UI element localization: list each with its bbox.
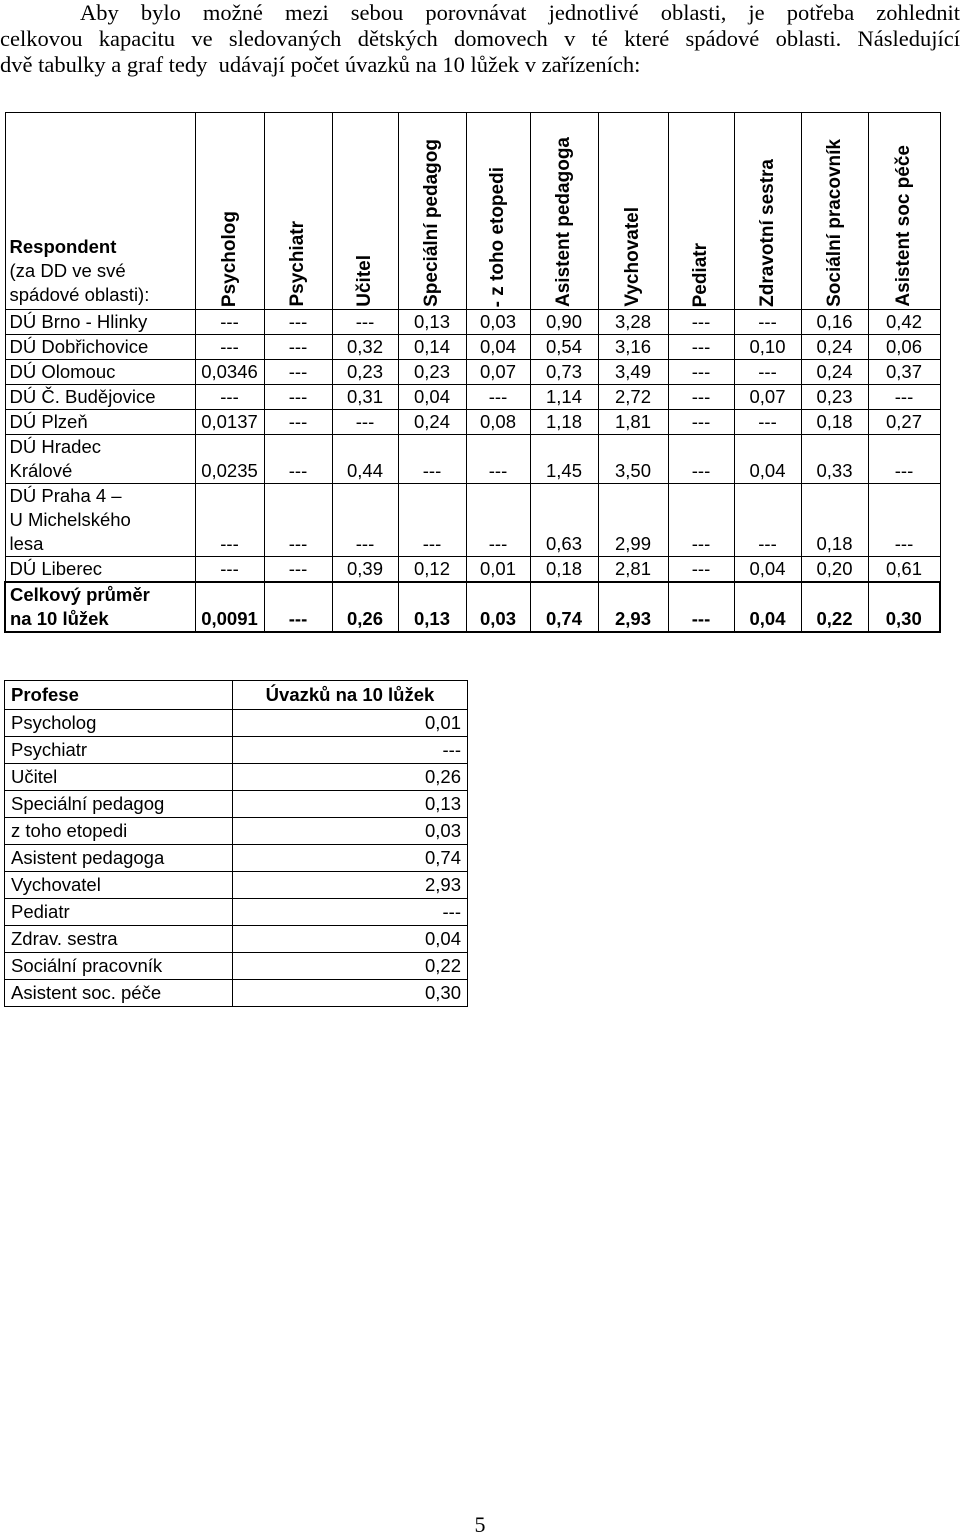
- value-cell: ---: [195, 335, 264, 360]
- facility-name: DÚ Brno - Hlinky: [5, 310, 195, 335]
- value-cell: ---: [668, 435, 734, 484]
- table-header-row: [5, 113, 940, 310]
- facility-name: DÚ Dobřichovice: [5, 335, 195, 360]
- fte-value: 0,04: [233, 926, 468, 953]
- fte-value: 0,22: [233, 953, 468, 980]
- value-cell: 3,49: [598, 360, 668, 385]
- value-cell: 3,28: [598, 310, 668, 335]
- table-row: [5, 410, 940, 435]
- column-header: Psychiatr: [264, 113, 332, 310]
- profession-label: Pediatr: [5, 899, 233, 926]
- value-cell: ---: [264, 310, 332, 335]
- value-cell: ---: [398, 435, 466, 484]
- value-cell: 0,13: [398, 310, 466, 335]
- table-row: [5, 791, 468, 818]
- value-cell: 0,08: [466, 410, 530, 435]
- table-row: [5, 899, 468, 926]
- value-cell: ---: [868, 385, 940, 410]
- value-cell: 0,10: [734, 335, 801, 360]
- profession-label: Učitel: [5, 764, 233, 791]
- profession-label: Asistent soc. péče: [5, 980, 233, 1007]
- value-cell: ---: [734, 360, 801, 385]
- value-cell: ---: [195, 310, 264, 335]
- value-cell: ---: [734, 310, 801, 335]
- fte-value: 0,74: [233, 845, 468, 872]
- facility-name: DÚ Č. Budějovice: [5, 385, 195, 410]
- table-header-row: [5, 681, 468, 710]
- value-cell: ---: [398, 484, 466, 557]
- facility-name: DÚ Olomouc: [5, 360, 195, 385]
- value-cell: ---: [264, 335, 332, 360]
- value-cell: ---: [668, 557, 734, 583]
- intro-paragraph: [0, 0, 960, 78]
- facility-name: DÚ Liberec: [5, 557, 195, 583]
- column-header: Asistent soc péče: [868, 113, 940, 310]
- facility-name: DÚ Plzeň: [5, 410, 195, 435]
- table-row: [5, 872, 468, 899]
- value-cell: 1,45: [530, 435, 598, 484]
- table-row: [5, 818, 468, 845]
- table-row: [5, 484, 940, 557]
- value-cell: 0,27: [868, 410, 940, 435]
- value-cell: ---: [195, 484, 264, 557]
- value-cell: 0,03: [466, 310, 530, 335]
- table-row: [5, 360, 940, 385]
- value-cell: 0,39: [332, 557, 398, 583]
- value-cell: 0,07: [734, 385, 801, 410]
- value-cell: ---: [668, 484, 734, 557]
- value-cell: 0,04: [734, 435, 801, 484]
- value-cell: 0,18: [530, 557, 598, 583]
- value-cell: ---: [264, 385, 332, 410]
- value-cell: ---: [332, 484, 398, 557]
- value-cell: 0,04: [398, 385, 466, 410]
- total-label: Celkový průměr na 10 lůžek: [5, 582, 195, 632]
- table-row: [5, 953, 468, 980]
- table-row: [5, 845, 468, 872]
- facility-name: DÚ Hradec Králové: [5, 435, 195, 484]
- value-cell: 0,42: [868, 310, 940, 335]
- table-row: [5, 710, 468, 737]
- fte-value: 0,01: [233, 710, 468, 737]
- value-cell: 0,37: [868, 360, 940, 385]
- value-cell: 0,24: [398, 410, 466, 435]
- value-cell: ---: [734, 484, 801, 557]
- value-cell: 0,63: [530, 484, 598, 557]
- fte-value: 0,03: [233, 818, 468, 845]
- table-row: [5, 926, 468, 953]
- value-cell: 1,14: [530, 385, 598, 410]
- intro-line: Aby bylo možné mezi sebou porovnávat jednotlivé oblasti, je potřeba zohlednit: [80, 0, 960, 25]
- column-header: Zdravotní sestra: [734, 113, 801, 310]
- profession-summary-table: [4, 680, 468, 1007]
- value-cell: 0,06: [868, 335, 940, 360]
- fte-value: 0,26: [233, 764, 468, 791]
- profession-label: Psychiatr: [5, 737, 233, 764]
- table-row: [5, 764, 468, 791]
- value-cell: 0,07: [466, 360, 530, 385]
- value-cell: 0,33: [801, 435, 868, 484]
- value-cell: ---: [868, 484, 940, 557]
- profession-label: z toho etopedi: [5, 818, 233, 845]
- column-header: Učitel: [332, 113, 398, 310]
- value-cell: ---: [264, 557, 332, 583]
- intro-line: dvě tabulky a graf tedy udávají počet úvazků na 10 lůžek v zařízeních:: [0, 52, 641, 77]
- column-header: Sociální pracovník: [801, 113, 868, 310]
- value-cell: 0,22: [801, 582, 868, 632]
- value-cell: 0,61: [868, 557, 940, 583]
- value-cell: 0,03: [466, 582, 530, 632]
- value-cell: 0,04: [734, 557, 801, 583]
- facility-name: DÚ Praha 4 – U Michelského lesa: [5, 484, 195, 557]
- value-cell: ---: [332, 410, 398, 435]
- column-header: Vychovatel: [598, 113, 668, 310]
- table-row: [5, 980, 468, 1007]
- respondent-header-sub: spádové oblasti):: [9, 284, 150, 305]
- column-header: Psycholog: [195, 113, 264, 310]
- value-cell: 0,18: [801, 410, 868, 435]
- value-cell: 0,24: [801, 360, 868, 385]
- value-cell: 0,54: [530, 335, 598, 360]
- value-cell: 0,90: [530, 310, 598, 335]
- value-cell: ---: [264, 435, 332, 484]
- value-cell: 3,50: [598, 435, 668, 484]
- value-cell: ---: [668, 360, 734, 385]
- value-cell: 0,73: [530, 360, 598, 385]
- profession-header: Profese: [5, 681, 233, 710]
- respondent-header-title: Respondent: [9, 236, 117, 257]
- table-row: [5, 435, 940, 484]
- column-header: Pediatr: [668, 113, 734, 310]
- column-header: Asistent pedagoga: [530, 113, 598, 310]
- profession-label: Vychovatel: [5, 872, 233, 899]
- value-cell: ---: [668, 385, 734, 410]
- value-cell: ---: [868, 435, 940, 484]
- value-cell: ---: [668, 410, 734, 435]
- intro-line: celkovou kapacitu ve sledovaných dětských domovech v té které spádové oblasti. Následující: [0, 26, 960, 51]
- value-cell: 1,81: [598, 410, 668, 435]
- fte-value: 2,93: [233, 872, 468, 899]
- value-cell: ---: [466, 435, 530, 484]
- table-row: [5, 335, 940, 360]
- value-cell: 0,04: [466, 335, 530, 360]
- value-cell: 0,14: [398, 335, 466, 360]
- table-row: [5, 557, 940, 583]
- value-cell: 0,32: [332, 335, 398, 360]
- value-cell: 0,12: [398, 557, 466, 583]
- column-header: - z toho etopedi: [466, 113, 530, 310]
- value-cell: 2,93: [598, 582, 668, 632]
- respondent-header-sub: (za DD ve své: [9, 260, 126, 281]
- value-cell: 0,44: [332, 435, 398, 484]
- value-cell: 0,23: [398, 360, 466, 385]
- profession-label: Zdrav. sestra: [5, 926, 233, 953]
- value-cell: 0,31: [332, 385, 398, 410]
- value-cell: 0,13: [398, 582, 466, 632]
- table-row: [5, 385, 940, 410]
- value-cell: 0,23: [801, 385, 868, 410]
- value-cell: 0,26: [332, 582, 398, 632]
- value-cell: 0,16: [801, 310, 868, 335]
- value-cell: ---: [668, 335, 734, 360]
- value-cell: 0,30: [868, 582, 940, 632]
- value-cell: ---: [466, 484, 530, 557]
- fte-value: 0,13: [233, 791, 468, 818]
- value-cell: ---: [734, 410, 801, 435]
- value-cell: ---: [264, 410, 332, 435]
- value-cell: ---: [668, 310, 734, 335]
- value-cell: 2,72: [598, 385, 668, 410]
- value-cell: 0,0346: [195, 360, 264, 385]
- profession-label: Sociální pracovník: [5, 953, 233, 980]
- value-cell: ---: [264, 360, 332, 385]
- value-cell: 2,99: [598, 484, 668, 557]
- value-cell: 0,0235: [195, 435, 264, 484]
- value-cell: ---: [668, 582, 734, 632]
- value-cell: 3,16: [598, 335, 668, 360]
- respondent-header: [5, 113, 195, 310]
- column-header: Speciální pedagog: [398, 113, 466, 310]
- profession-label: Asistent pedagoga: [5, 845, 233, 872]
- table-row: [5, 737, 468, 764]
- staffing-by-facility-table: [4, 112, 941, 633]
- value-cell: 0,0091: [195, 582, 264, 632]
- value-cell: 1,18: [530, 410, 598, 435]
- value-cell: ---: [195, 557, 264, 583]
- table-total-row: [5, 582, 940, 632]
- value-cell: 0,18: [801, 484, 868, 557]
- fte-value: 0,30: [233, 980, 468, 1007]
- fte-value: ---: [233, 737, 468, 764]
- fte-header: Úvazků na 10 lůžek: [233, 681, 468, 710]
- value-cell: 0,04: [734, 582, 801, 632]
- value-cell: 0,74: [530, 582, 598, 632]
- profession-label: Psycholog: [5, 710, 233, 737]
- value-cell: ---: [264, 582, 332, 632]
- page-number: 5: [474, 1512, 486, 1537]
- value-cell: 0,24: [801, 335, 868, 360]
- value-cell: ---: [332, 310, 398, 335]
- value-cell: 2,81: [598, 557, 668, 583]
- fte-value: ---: [233, 899, 468, 926]
- value-cell: 0,23: [332, 360, 398, 385]
- value-cell: 0,0137: [195, 410, 264, 435]
- value-cell: ---: [264, 484, 332, 557]
- value-cell: 0,01: [466, 557, 530, 583]
- value-cell: 0,20: [801, 557, 868, 583]
- value-cell: ---: [195, 385, 264, 410]
- table-row: [5, 310, 940, 335]
- value-cell: ---: [466, 385, 530, 410]
- profession-label: Speciální pedagog: [5, 791, 233, 818]
